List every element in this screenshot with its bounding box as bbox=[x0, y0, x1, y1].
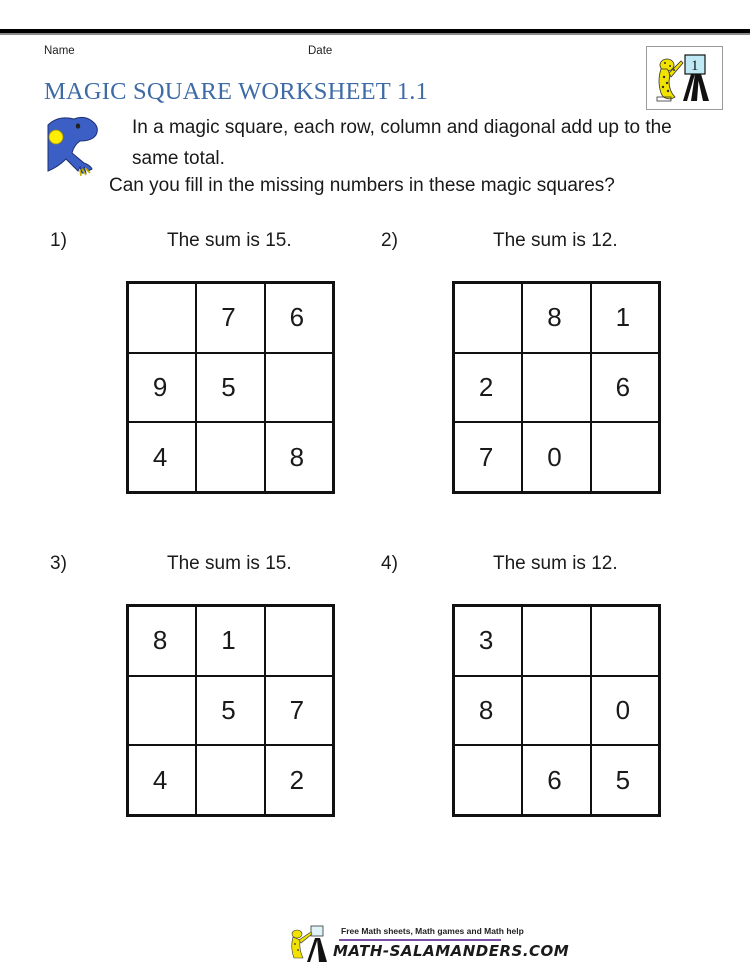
magic-square-3-cell[interactable]: 1 bbox=[196, 606, 264, 676]
magic-square-3-cell[interactable] bbox=[196, 745, 264, 815]
magic-square-1-cell[interactable] bbox=[196, 422, 264, 492]
magic-square-2-cell[interactable]: 0 bbox=[522, 422, 590, 492]
magic-square-3-cell[interactable]: 4 bbox=[128, 745, 196, 815]
blue-salamander-illustration bbox=[44, 113, 102, 181]
name-label: Name bbox=[44, 45, 75, 57]
problem-2-number: 2) bbox=[381, 230, 398, 251]
problem-1-sum: The sum is 15. bbox=[167, 230, 292, 251]
page-title: MAGIC SQUARE WORKSHEET 1.1 bbox=[44, 78, 429, 105]
footer-logo[interactable] bbox=[285, 924, 570, 964]
magic-square-3-cell[interactable] bbox=[128, 676, 196, 746]
magic-square-2-cell[interactable] bbox=[591, 422, 659, 492]
salamander-teacher-icon bbox=[647, 47, 722, 109]
magic-square-2-cell[interactable] bbox=[522, 353, 590, 423]
salamander-icon bbox=[44, 113, 102, 181]
problem-3-sum: The sum is 15. bbox=[167, 553, 292, 574]
magic-square-1-cell[interactable] bbox=[265, 353, 333, 423]
magic-square-1 bbox=[126, 281, 335, 494]
magic-square-2-cell[interactable]: 7 bbox=[454, 422, 522, 492]
magic-square-4-cell[interactable] bbox=[454, 745, 522, 815]
magic-square-4-cell[interactable] bbox=[522, 606, 590, 676]
svg-text:1: 1 bbox=[691, 58, 699, 74]
instructions-question: Can you fill in the missing numbers in these magic squares? bbox=[109, 175, 615, 196]
salamander-teacher-logo bbox=[646, 46, 723, 110]
problem-2-sum: The sum is 12. bbox=[493, 230, 618, 251]
instructions-line-2: same total. bbox=[132, 148, 225, 169]
footer-salamander-icon bbox=[285, 924, 335, 964]
magic-square-1-cell[interactable]: 4 bbox=[128, 422, 196, 492]
date-label: Date bbox=[308, 45, 333, 57]
instructions-line-1: In a magic square, each row, column and diagonal add up to the bbox=[132, 117, 672, 138]
instructions-text bbox=[132, 112, 732, 174]
problem-3-number: 3) bbox=[50, 553, 67, 574]
magic-square-4-cell[interactable]: 5 bbox=[591, 745, 659, 815]
magic-square-1-cell[interactable]: 9 bbox=[128, 353, 196, 423]
problem-1-number: 1) bbox=[50, 230, 67, 251]
magic-square-2-cell[interactable]: 6 bbox=[591, 353, 659, 423]
problem-4-number: 4) bbox=[381, 553, 398, 574]
magic-square-2-cell[interactable]: 8 bbox=[522, 283, 590, 353]
magic-square-4-cell[interactable]: 0 bbox=[591, 676, 659, 746]
magic-square-4-cell[interactable] bbox=[591, 606, 659, 676]
footer-tagline: Free Math sheets, Math games and Math help bbox=[341, 926, 524, 936]
magic-square-2 bbox=[452, 281, 661, 494]
magic-square-3-cell[interactable]: 5 bbox=[196, 676, 264, 746]
magic-square-2-cell[interactable]: 1 bbox=[591, 283, 659, 353]
magic-square-1-cell[interactable]: 8 bbox=[265, 422, 333, 492]
footer-brand: MATH-SALAMANDERS.COM bbox=[333, 942, 570, 960]
magic-square-4-cell[interactable]: 6 bbox=[522, 745, 590, 815]
top-rule bbox=[0, 29, 750, 35]
magic-square-1-cell[interactable]: 5 bbox=[196, 353, 264, 423]
footer-divider bbox=[339, 939, 501, 941]
magic-square-4-cell[interactable] bbox=[522, 676, 590, 746]
problem-4-sum: The sum is 12. bbox=[493, 553, 618, 574]
magic-square-3 bbox=[126, 604, 335, 817]
magic-square-2-cell[interactable] bbox=[454, 283, 522, 353]
magic-square-1-cell[interactable] bbox=[128, 283, 196, 353]
magic-square-3-cell[interactable]: 8 bbox=[128, 606, 196, 676]
magic-square-1-cell[interactable]: 6 bbox=[265, 283, 333, 353]
magic-square-4 bbox=[452, 604, 661, 817]
magic-square-4-cell[interactable]: 8 bbox=[454, 676, 522, 746]
magic-square-2-cell[interactable]: 2 bbox=[454, 353, 522, 423]
magic-square-3-cell[interactable] bbox=[265, 606, 333, 676]
magic-square-1-cell[interactable]: 7 bbox=[196, 283, 264, 353]
magic-square-4-cell[interactable]: 3 bbox=[454, 606, 522, 676]
magic-square-3-cell[interactable]: 7 bbox=[265, 676, 333, 746]
magic-square-3-cell[interactable]: 2 bbox=[265, 745, 333, 815]
